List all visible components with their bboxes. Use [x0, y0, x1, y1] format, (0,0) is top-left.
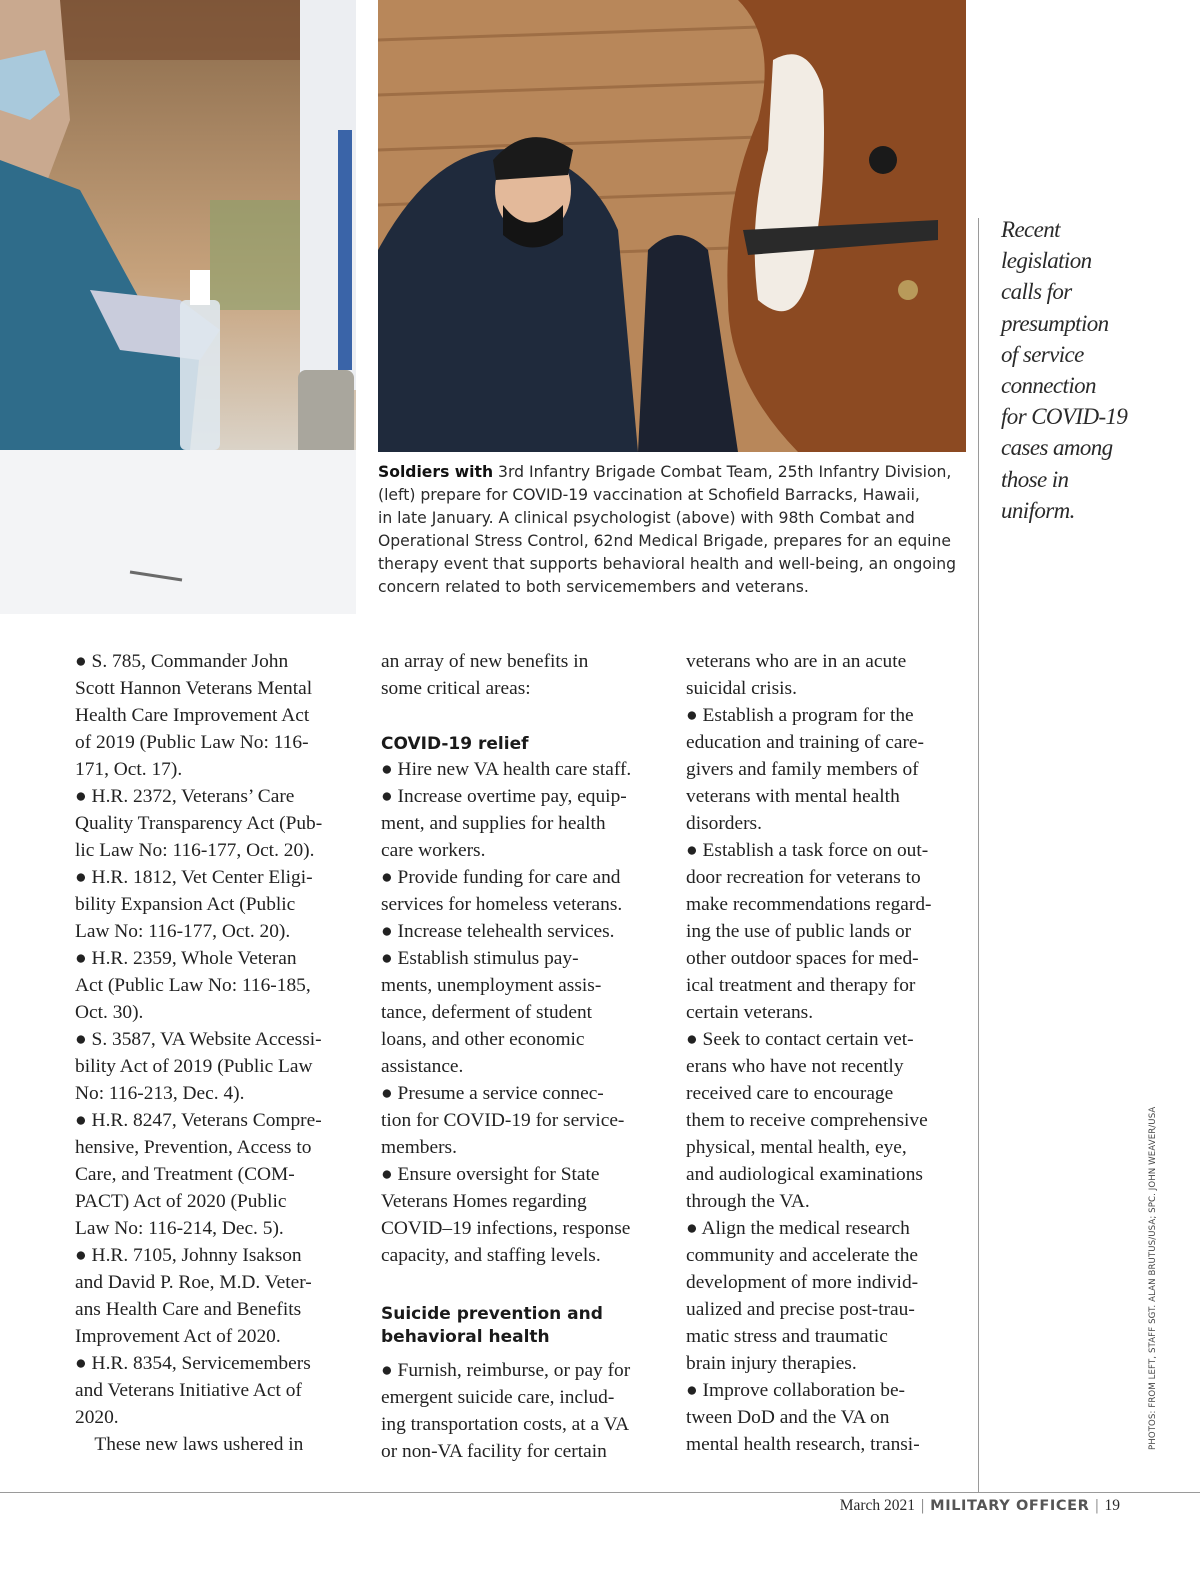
footer-separator: |	[1095, 1497, 1099, 1514]
body-line: tance, deferment of student	[381, 1002, 593, 1023]
magazine-title: MILITARY OFFICER	[930, 1498, 1090, 1514]
article-column-1	[75, 648, 365, 1458]
body-line: and David P. Roe, M.D. Veter-	[75, 1272, 312, 1293]
body-line: physical, mental health, eye,	[686, 1137, 907, 1158]
body-line: COVID–19 infections, response	[381, 1218, 631, 1239]
body-line: suicidal crisis.	[686, 678, 797, 699]
body-line: ● H.R. 8247, Veterans Compre-	[75, 1110, 322, 1131]
caption-line: (left) prepare for COVID-19 vaccination at Schofield Barracks, Hawaii,	[378, 486, 920, 504]
pull-quote-line: cases among	[1001, 435, 1113, 461]
body-line: ● Increase telehealth services.	[381, 921, 615, 942]
body-line: ● Align the medical research	[686, 1218, 910, 1239]
caption-line: concern related to both servicemembers and veterans.	[378, 578, 809, 596]
body-line: lic Law No: 116-177, Oct. 20).	[75, 840, 315, 861]
body-line: other outdoor spaces for med-	[686, 948, 919, 969]
article-column-2	[381, 648, 666, 1465]
body-line: Improvement Act of 2020.	[75, 1326, 281, 1347]
body-line: Oct. 30).	[75, 1002, 144, 1023]
vertical-divider	[978, 218, 979, 1492]
body-line: and Veterans Initiative Act of	[75, 1380, 302, 1401]
pull-quote-line: calls for	[1001, 279, 1072, 305]
pull-quote-line: for COVID-19	[1001, 404, 1128, 430]
body-line: capacity, and staffing levels.	[381, 1245, 601, 1266]
photo-caption	[378, 461, 968, 599]
body-line: ● Hire new VA health care staff.	[381, 759, 632, 780]
pull-quote	[1001, 214, 1176, 526]
body-line: received care to encourage	[686, 1083, 894, 1104]
body-line: emergent suicide care, includ-	[381, 1387, 615, 1408]
body-line: hensive, Prevention, Access to	[75, 1137, 312, 1158]
body-line: or non-VA facility for certain	[381, 1441, 607, 1462]
body-line: Law No: 116-214, Dec. 5).	[75, 1218, 284, 1239]
body-line: education and training of care-	[686, 732, 924, 753]
body-line: ment, and supplies for health	[381, 813, 606, 834]
body-line: These new laws ushered in	[75, 1434, 304, 1455]
body-line: loans, and other economic	[381, 1029, 585, 1050]
body-line: them to receive comprehensive	[686, 1110, 928, 1131]
body-line: Scott Hannon Veterans Mental	[75, 678, 313, 699]
body-line: an array of new benefits in	[381, 651, 589, 672]
body-line: 2020.	[75, 1407, 119, 1428]
body-line: ments, unemployment assis-	[381, 975, 602, 996]
body-line: givers and family members of	[686, 759, 919, 780]
body-line: Health Care Improvement Act	[75, 705, 310, 726]
body-line: ● Improve collaboration be-	[686, 1380, 906, 1401]
page-footer	[840, 1497, 1120, 1515]
body-line: tween DoD and the VA on	[686, 1407, 890, 1428]
body-line: community and accelerate the	[686, 1245, 919, 1266]
body-line: ● Seek to contact certain vet-	[686, 1029, 914, 1050]
body-line: ● H.R. 1812, Vet Center Eligi-	[75, 867, 313, 888]
body-line: care workers.	[381, 840, 486, 861]
vaccination-photo-graphic	[0, 0, 356, 614]
footer-divider	[0, 1492, 1200, 1493]
body-line: veterans with mental health	[686, 786, 900, 807]
body-line: and audiological examinations	[686, 1164, 923, 1185]
body-line: ● Provide funding for care and	[381, 867, 621, 888]
body-line: through the VA.	[686, 1191, 810, 1212]
body-line: door recreation for veterans to	[686, 867, 921, 888]
body-line: members.	[381, 1137, 457, 1158]
vaccination-photo	[0, 0, 356, 614]
pull-quote-line: legislation	[1001, 248, 1092, 274]
pull-quote-line: of service	[1001, 341, 1084, 367]
article-column-3	[686, 648, 976, 1458]
equine-therapy-photo-graphic	[378, 0, 966, 452]
caption-line: in late January. A clinical psychologist (above) with 98th Combat and	[378, 509, 915, 527]
body-line: ing transportation costs, at a VA	[381, 1414, 630, 1435]
equine-therapy-photo	[378, 0, 966, 452]
body-line: ● H.R. 2359, Whole Veteran	[75, 948, 297, 969]
footer-separator: |	[921, 1497, 925, 1514]
pull-quote-line: connection	[1001, 373, 1096, 399]
pull-quote-line: presumption	[1001, 310, 1109, 336]
photo-credit: PHOTOS: FROM LEFT, STAFF SGT. ALAN BRUTUS/USA; SPC. JOHN WEAVER/USA	[1148, 1106, 1158, 1450]
issue-date: March 2021	[839, 1497, 916, 1514]
body-line: ical treatment and therapy for	[686, 975, 916, 996]
body-line: ● Establish a program for the	[686, 705, 914, 726]
body-line: ● H.R. 8354, Servicemembers	[75, 1353, 311, 1374]
body-line: ● Furnish, reimburse, or pay for	[381, 1360, 631, 1381]
body-line: development of more individ-	[686, 1272, 919, 1293]
body-line: No: 116-213, Dec. 4).	[75, 1083, 245, 1104]
body-line: ans Health Care and Benefits	[75, 1299, 302, 1320]
caption-lead: Soldiers with	[378, 463, 494, 481]
section-heading-covid-relief: COVID-19 relief	[381, 734, 529, 754]
pull-quote-line: Recent	[1001, 217, 1060, 242]
body-line: ● H.R. 2372, Veterans’ Care	[75, 786, 295, 807]
body-line: ● S. 785, Commander John	[75, 651, 289, 672]
body-line: services for homeless veterans.	[381, 894, 623, 915]
heading-line: Suicide prevention and	[381, 1304, 603, 1324]
body-line: ● Presume a service connec-	[381, 1083, 604, 1104]
page-number: 19	[1104, 1497, 1120, 1514]
body-line: ualized and precise post-trau-	[686, 1299, 915, 1320]
body-line: ● Establish stimulus pay-	[381, 948, 579, 969]
body-line: brain injury therapies.	[686, 1353, 857, 1374]
body-line: veterans who are in an acute	[686, 651, 907, 672]
body-line: 171, Oct. 17).	[75, 759, 183, 780]
body-line: Act (Public Law No: 116-185,	[75, 975, 311, 996]
body-line: ● Ensure oversight for State	[381, 1164, 600, 1185]
body-line: Quality Transparency Act (Pub-	[75, 813, 323, 834]
body-line: bility Act of 2019 (Public Law	[75, 1056, 313, 1077]
body-line: Veterans Homes regarding	[381, 1191, 587, 1212]
section-heading-suicide-prevention	[381, 1303, 666, 1349]
caption-line: 3rd Infantry Brigade Combat Team, 25th Infantry Division,	[493, 463, 952, 481]
body-line: erans who have not recently	[686, 1056, 904, 1077]
body-line: PACT) Act of 2020 (Public	[75, 1191, 287, 1212]
body-line: some critical areas:	[381, 678, 531, 699]
body-line: of 2019 (Public Law No: 116-	[75, 732, 309, 753]
body-line: Care, and Treatment (COM-	[75, 1164, 295, 1185]
heading-line: behavioral health	[381, 1327, 550, 1347]
body-line: matic stress and traumatic	[686, 1326, 888, 1347]
body-line: ● S. 3587, VA Website Accessi-	[75, 1029, 322, 1050]
pull-quote-line: uniform.	[1001, 497, 1075, 523]
body-line: bility Expansion Act (Public	[75, 894, 296, 915]
caption-line: therapy event that supports behavioral health and well-being, an ongoing	[378, 555, 957, 573]
body-line: make recommendations regard-	[686, 894, 932, 915]
body-line: ● H.R. 7105, Johnny Isakson	[75, 1245, 302, 1266]
body-line: certain veterans.	[686, 1002, 814, 1023]
body-line: assistance.	[381, 1056, 464, 1077]
body-line: mental health research, transi-	[686, 1434, 920, 1455]
body-line: ing the use of public lands or	[686, 921, 912, 942]
body-line: tion for COVID-19 for service-	[381, 1110, 625, 1131]
pull-quote-line: those in	[1001, 466, 1069, 492]
photo-credit-container	[1142, 1106, 1168, 1450]
body-line: ● Increase overtime pay, equip-	[381, 786, 627, 807]
body-line: ● Establish a task force on out-	[686, 840, 929, 861]
caption-line: Operational Stress Control, 62nd Medical Brigade, prepares for an equine	[378, 532, 951, 550]
body-line: Law No: 116-177, Oct. 20).	[75, 921, 291, 942]
body-line: disorders.	[686, 813, 762, 834]
